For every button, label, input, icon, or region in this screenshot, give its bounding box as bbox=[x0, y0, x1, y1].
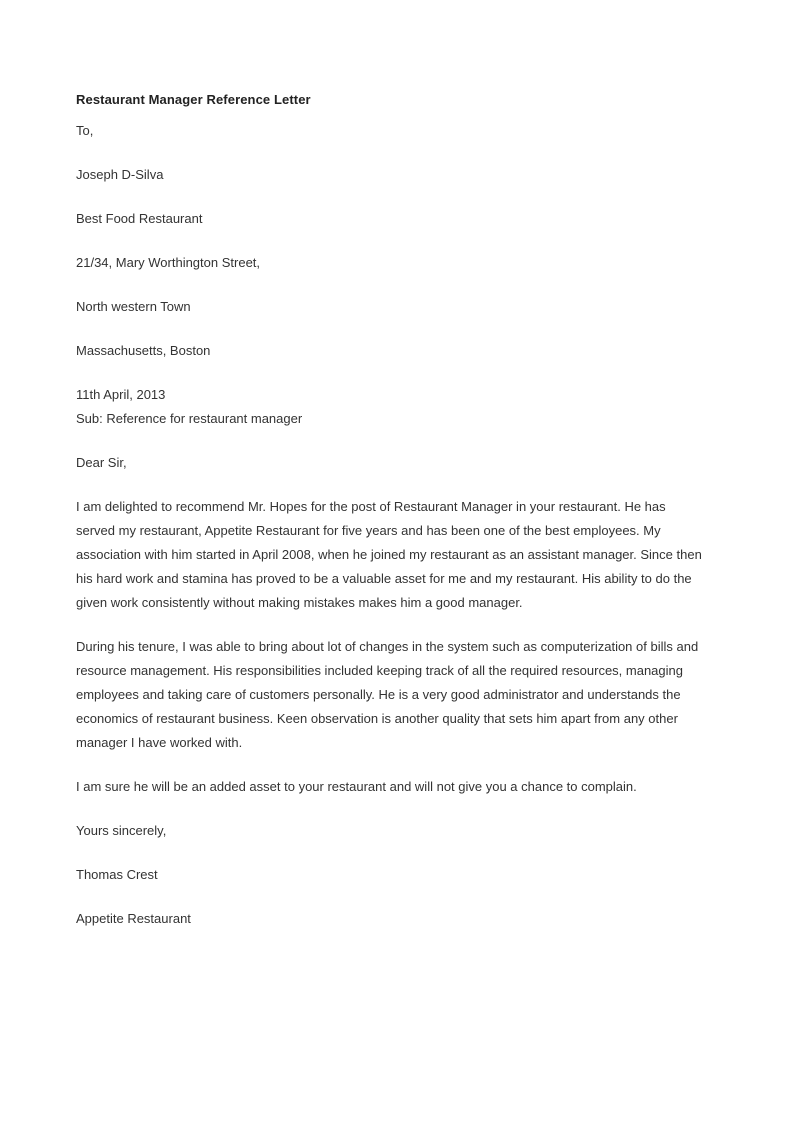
paragraph-line: During his tenure, I was able to bring about lot of changes in the system such as computerization of bills and bbox=[76, 639, 699, 654]
body-paragraph-1 bbox=[76, 495, 726, 615]
paragraph-line: I am sure he will be an added asset to your restaurant and will not give you a chance to complain. bbox=[76, 779, 637, 794]
paragraph-line: manager I have worked with. bbox=[76, 735, 243, 750]
salutation-to: To, bbox=[76, 123, 94, 138]
recipient-company: Best Food Restaurant bbox=[76, 211, 203, 226]
paragraph-line: economics of restaurant business. Keen observation is another quality that sets him apart from any other bbox=[76, 711, 678, 726]
paragraph-line: association with him started in April 2008, when he joined my restaurant as an assistant manager. Since then bbox=[76, 547, 702, 562]
paragraph-line: served my restaurant, Appetite Restaurant for five years and has been one of the best employees. My bbox=[76, 523, 661, 538]
letter-closing: Yours sincerely, bbox=[76, 823, 167, 838]
recipient-city: Massachusetts, Boston bbox=[76, 343, 211, 358]
paragraph-line: resource management. His responsibilities included keeping track of all the required resources, managing bbox=[76, 663, 683, 678]
letter-body bbox=[76, 90, 726, 951]
recipient-area: North western Town bbox=[76, 299, 191, 314]
sender-company: Appetite Restaurant bbox=[76, 911, 191, 926]
recipient-name: Joseph D-Silva bbox=[76, 167, 164, 182]
body-paragraph-3 bbox=[76, 775, 726, 799]
paragraph-line: given work consistently without making mistakes makes him a good manager. bbox=[76, 595, 523, 610]
body-paragraph-2 bbox=[76, 635, 726, 755]
letter-date: 11th April, 2013 bbox=[76, 387, 166, 402]
letter-subject: Sub: Reference for restaurant manager bbox=[76, 411, 303, 426]
paragraph-line: I am delighted to recommend Mr. Hopes for the post of Restaurant Manager in your restaurant. He has bbox=[76, 499, 666, 514]
paragraph-line: employees and taking care of customers personally. He is a very good administrator and understands the bbox=[76, 687, 681, 702]
paragraph-line: his hard work and stamina has proved to be a valuable asset for me and my restaurant. His ability to do the bbox=[76, 571, 692, 586]
recipient-street: 21/34, Mary Worthington Street, bbox=[76, 255, 261, 270]
letter-greeting: Dear Sir, bbox=[76, 455, 127, 470]
letter-title: Restaurant Manager Reference Letter bbox=[76, 92, 311, 107]
sender-name: Thomas Crest bbox=[76, 867, 158, 882]
